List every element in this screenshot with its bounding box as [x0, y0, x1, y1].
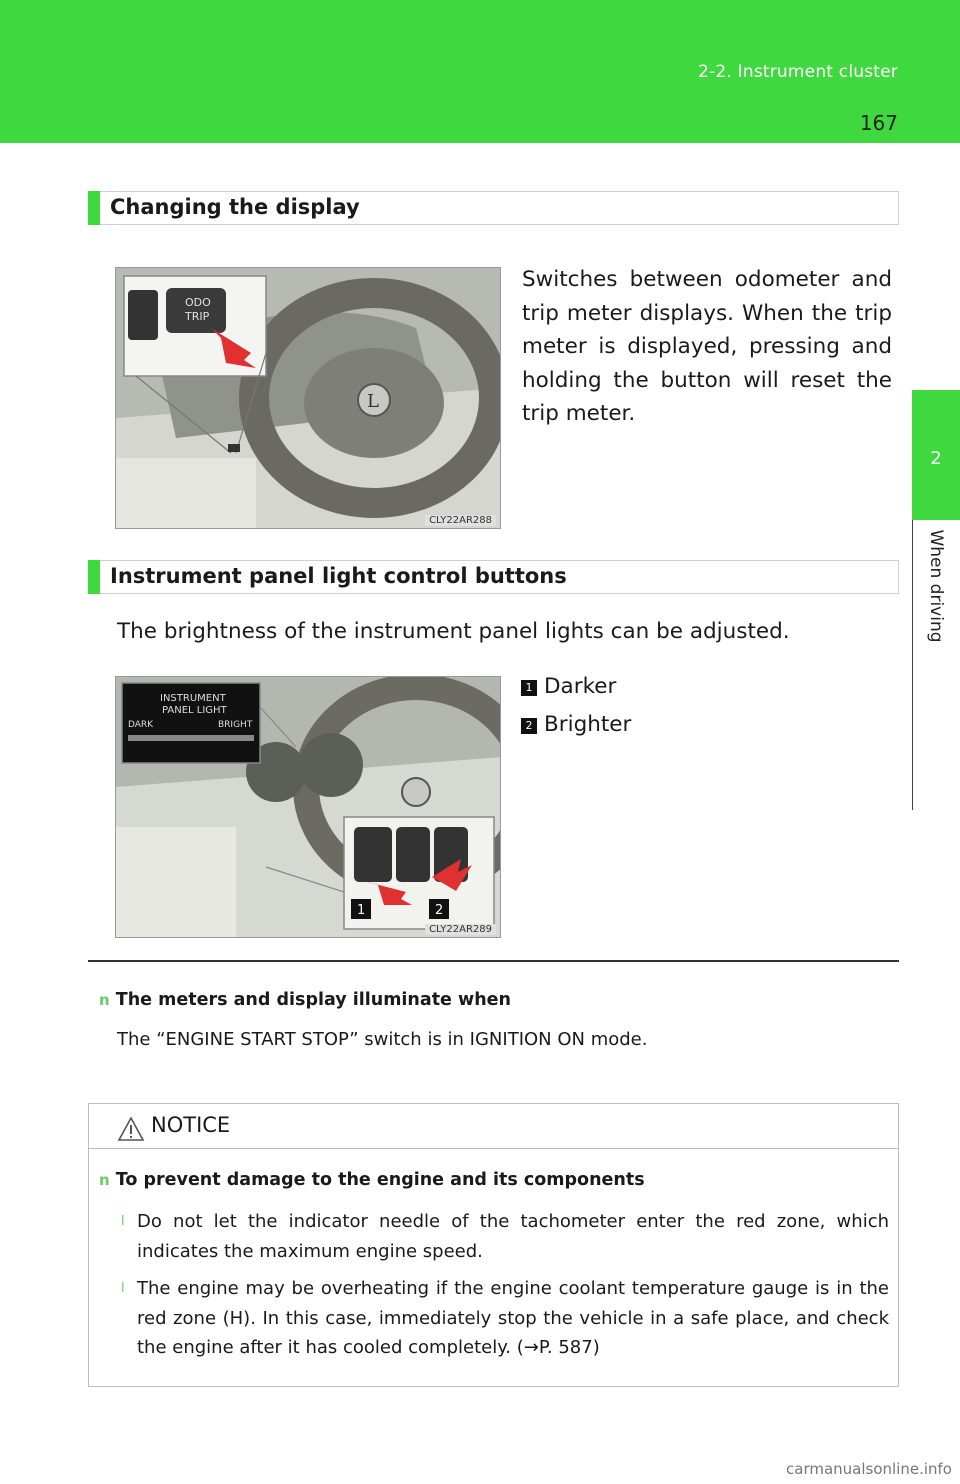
svg-text:L: L: [367, 391, 379, 412]
legend-number: 1: [521, 680, 537, 696]
note-heading: [99, 990, 511, 1010]
note-body: The “ENGINE START STOP” switch is in IGNITION ON mode.: [117, 1029, 648, 1050]
heading-accent: [88, 191, 100, 225]
notice-subheading: [99, 1170, 645, 1190]
legend-number: 2: [521, 718, 537, 734]
image-code: CLY22AR288: [425, 515, 496, 526]
photo-panel-light-buttons: [115, 676, 501, 938]
bullet-icon: n: [99, 1171, 110, 1189]
image-code: CLY22AR289: [425, 924, 496, 935]
divider-rule: [88, 960, 899, 962]
notice-title: NOTICE: [151, 1113, 231, 1137]
notice-box: [88, 1103, 899, 1387]
legend-label: Darker: [544, 674, 617, 699]
legend-item-brighter: [521, 712, 631, 737]
section1-text: Switches between odometer and trip meter displays. When the trip meter is displayed, pressing and holding the button will reset the trip meter.: [522, 267, 892, 426]
heading-accent: [88, 560, 100, 594]
svg-text:ODO: ODO: [185, 296, 211, 309]
svg-text:1: 1: [357, 903, 366, 918]
bullet-icon: n: [99, 991, 110, 1009]
section-title: Changing the display: [110, 195, 360, 219]
watermark: carmanualsonline.info: [786, 1460, 952, 1478]
chapter-number: 2: [930, 448, 942, 469]
notice-item-text: Do not let the indicator needle of the tachometer enter the red zone, which indicates the maximum engine speed.: [137, 1211, 889, 1262]
chapter-label: When driving: [926, 529, 946, 643]
note-heading-text: The meters and display illuminate when: [115, 990, 511, 1010]
section-title: Instrument panel light control buttons: [110, 564, 567, 588]
svg-text:BRIGHT: BRIGHT: [218, 720, 253, 730]
svg-text:2: 2: [435, 903, 444, 918]
svg-text:PANEL LIGHT: PANEL LIGHT: [162, 705, 227, 716]
bullet-icon: l: [121, 1214, 125, 1229]
photo-illustration: [116, 677, 501, 938]
section-heading-changing-display: [88, 191, 899, 225]
svg-text:INSTRUMENT: INSTRUMENT: [160, 693, 226, 704]
photo-odo-trip-button: [115, 267, 501, 529]
section2-intro: The brightness of the instrument panel lights can be adjusted.: [117, 619, 790, 644]
warning-triangle-icon: [117, 1116, 145, 1142]
section-header: 2-2. Instrument cluster: [698, 62, 898, 82]
notice-item: [121, 1207, 889, 1266]
notice-item-text: The engine may be overheating if the engine coolant temperature gauge is in the red zone (H). In this case, immediately stop the vehicle in a safe place, and check the engine after it has cooled completely. (→P. 587): [137, 1278, 889, 1358]
page-number: 167: [859, 111, 898, 135]
bullet-icon: l: [121, 1281, 125, 1296]
notice-header: [89, 1104, 898, 1149]
svg-text:TRIP: TRIP: [185, 310, 210, 323]
photo-illustration: [116, 268, 501, 529]
chapter-divider: [912, 520, 913, 810]
notice-item: [121, 1274, 889, 1363]
legend-label: Brighter: [544, 712, 632, 737]
svg-text:DARK: DARK: [128, 720, 154, 730]
legend-item-darker: [521, 674, 616, 699]
notice-subheading-text: To prevent damage to the engine and its components: [115, 1170, 645, 1190]
section-heading-panel-light: [88, 560, 899, 594]
